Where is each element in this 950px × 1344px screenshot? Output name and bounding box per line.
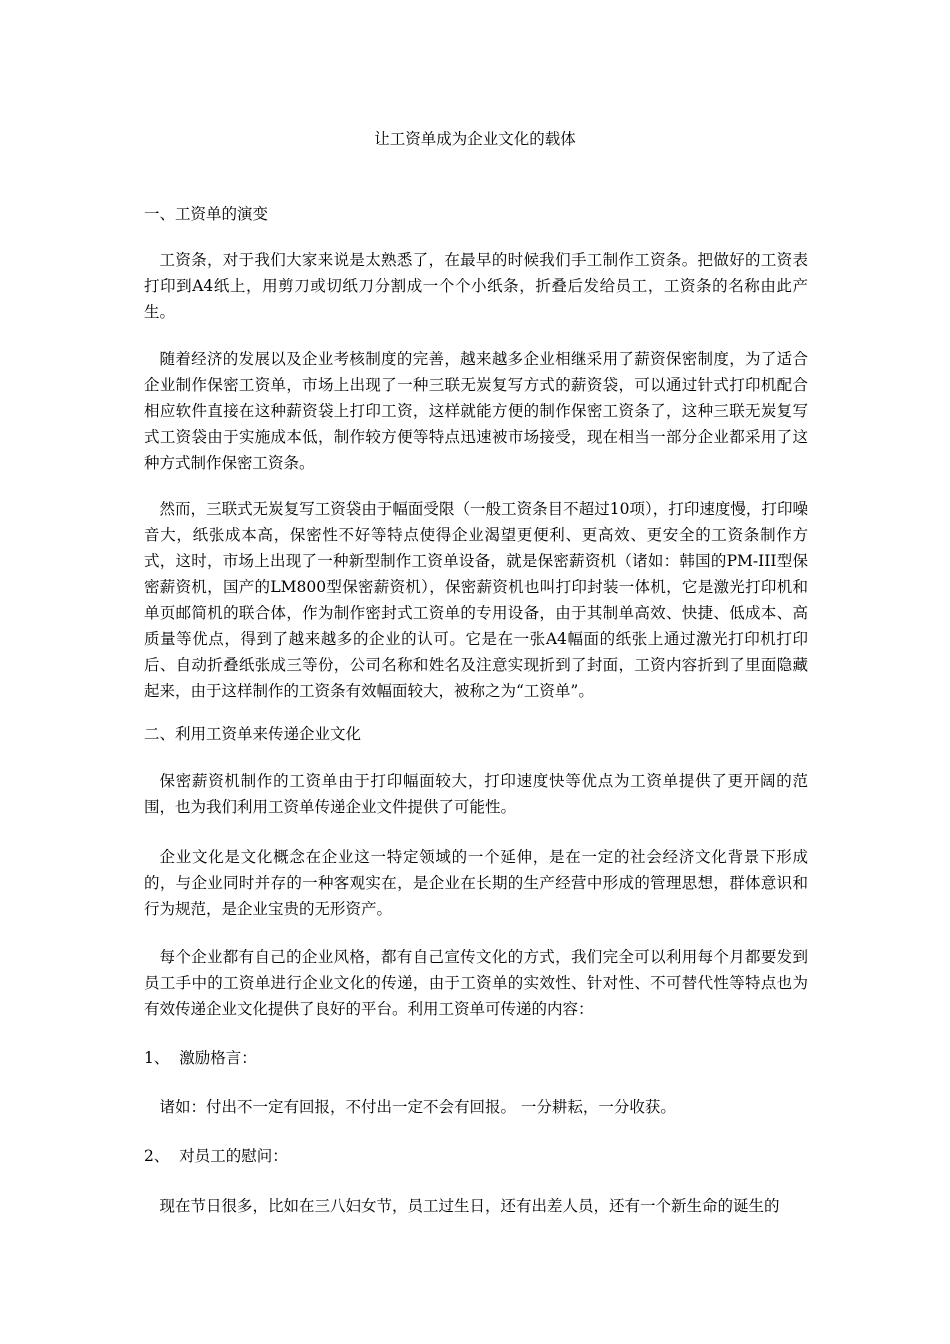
list-item-label: 1、 激励格言： — [144, 1049, 257, 1067]
paragraph: 企业文化是文化概念在企业这一特定领域的一个延伸，是在一定的社会经济文化背景下形成的，与企业同时并存的一种客观实在，是企业在长期的生产经营中形成的管理思想，群体意识和行为规范，是企业宝贵的无形资产。 — [144, 848, 808, 918]
paragraph: 保密薪资机制作的工资单由于打印幅面较大，打印速度快等优点为工资单提供了更开阔的范围，也为我们利用工资单传递企业文件提供了可能性。 — [144, 772, 808, 816]
list-item-text: 现在节日很多，比如在三八妇女节，员工过生日，还有出差人员，还有一个新生命的诞生的 — [159, 1197, 780, 1215]
section-heading-2: 二、利用工资单来传递企业文化 — [144, 725, 362, 743]
document-title: 让工资单成为企业文化的载体 — [374, 130, 576, 148]
paragraph: 每个企业都有自己的企业风格，都有自己宣传文化的方式，我们完全可以利用每个月都要发到员工手中的工资单进行企业文化的传递，由于工资单的实效性、针对性、不可替代性等特点也为有效传递企业文化提供了良好的平台。利用工资单可传递的内容： — [144, 948, 808, 1018]
list-item-text: 诸如：付出不一定有回报，不付出一定不会有回报。 一分耕耘，一分收获。 — [159, 1098, 676, 1116]
section-heading-1: 一、工资单的演变 — [144, 205, 269, 223]
list-item-label: 2、 对员工的慰问： — [144, 1147, 288, 1165]
paragraph: 工资条，对于我们大家来说是太熟悉了，在最早的时候我们手工制作工资条。把做好的工资表打印到A4纸上，用剪刀或切纸刀分割成一个个小纸条，折叠后发给员工，工资条的名称由此产生。 — [144, 251, 808, 321]
paragraph: 随着经济的发展以及企业考核制度的完善，越来越多企业相继采用了薪资保密制度，为了适合企业制作保密工资单，市场上出现了一种三联无炭复写方式的薪资袋，可以通过针式打印机配合相应软件直接在这种薪资袋上打印工资，这样就能方便的制作保密工资条了，这种三联无炭复写式工资袋由于实施成本低，制作较方便等特点迅速被市场接受，现在相当一部分企业都采用了这种方式制作保密工资条。 — [144, 350, 808, 472]
paragraph: 然而，三联式无炭复写工资袋由于幅面受限（一般工资条目不超过10项），打印速度慢，打印噪音大，纸张成本高，保密性不好等特点使得企业渴望更便利、更高效、更安全的工资条制作方式，这时，市场上出现了一种新型制作工资单设备，就是保密薪资机（诸如：韩国的PM-III型保密薪资机，国产的LM800型保密薪资机），保密薪资机也叫打印封装一体机，它是激光打印机和单页邮简机的联合体，作为制作密封式工资单的专用设备，由于其制单高效、快捷、低成本、高质量等优点，得到了越来越多的企业的认可。它是在一张A4幅面的纸张上通过激光打印机打印后、自动折叠纸张成三等份，公司名称和姓名及注意实现折到了封面，工资内容折到了里面隐藏起来，由于这样制作的工资条有效幅面较大，被称之为“工资单”。 — [144, 500, 808, 700]
